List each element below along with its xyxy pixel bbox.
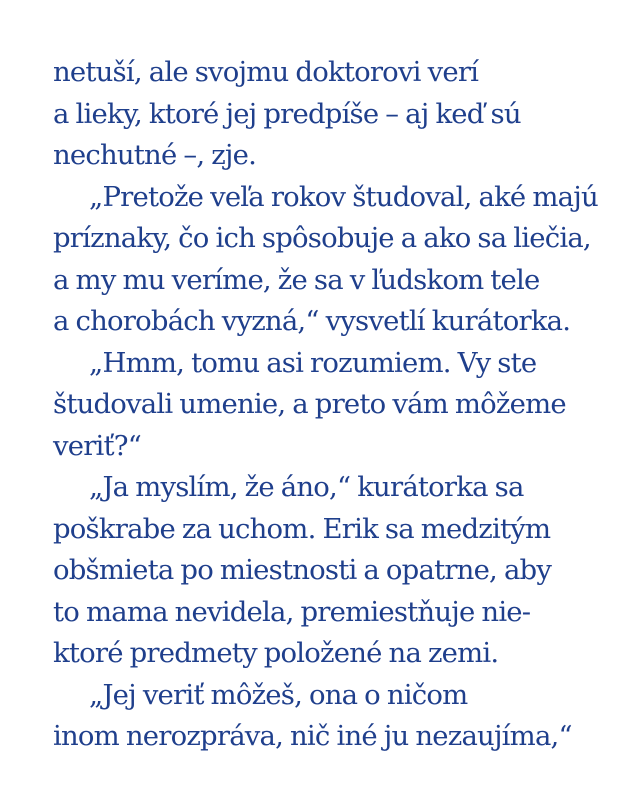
paragraph-start-line: „Ja myslím, že áno,“ kurátorka sa xyxy=(89,471,524,503)
text-line: nechutné –, zje. xyxy=(53,139,257,171)
paragraph-start-line: „Pretože veľa rokov študoval, aké majú xyxy=(89,180,598,213)
paragraph-start-line: „Hmm, tomu asi rozumiem. Vy ste xyxy=(89,346,537,379)
text-line: a lieky, ktoré jej predpíše – aj keď sú xyxy=(53,97,521,130)
body-text xyxy=(53,52,633,758)
text-line: netuší, ale svojmu doktorovi verí xyxy=(53,56,479,88)
text-line: ktoré predmety položené na zemi. xyxy=(53,637,499,669)
text-line: a chorobách vyzná,“ vysvetlí kurátorka. xyxy=(53,305,571,337)
text-line: inom nerozpráva, nič iné ju nezaujíma,“ xyxy=(53,720,572,752)
text-line: poškrabe za uchom. Erik sa medzitým xyxy=(53,512,551,545)
text-line: príznaky, čo ich spôsobuje a ako sa liečia, xyxy=(53,222,591,254)
text-line: obšmieta po miestnosti a opatrne, aby xyxy=(53,554,552,586)
text-line: študovali umenie, a preto vám môžeme xyxy=(53,388,566,420)
text-line: a my mu veríme, že sa v ľudskom tele xyxy=(53,263,540,296)
paragraph-start-line: „Jej veriť môžeš, ona o ničom xyxy=(89,678,468,711)
text-line: to mama nevidela, premiestňuje nie- xyxy=(53,595,531,628)
text-line: veriť?“ xyxy=(53,429,142,462)
